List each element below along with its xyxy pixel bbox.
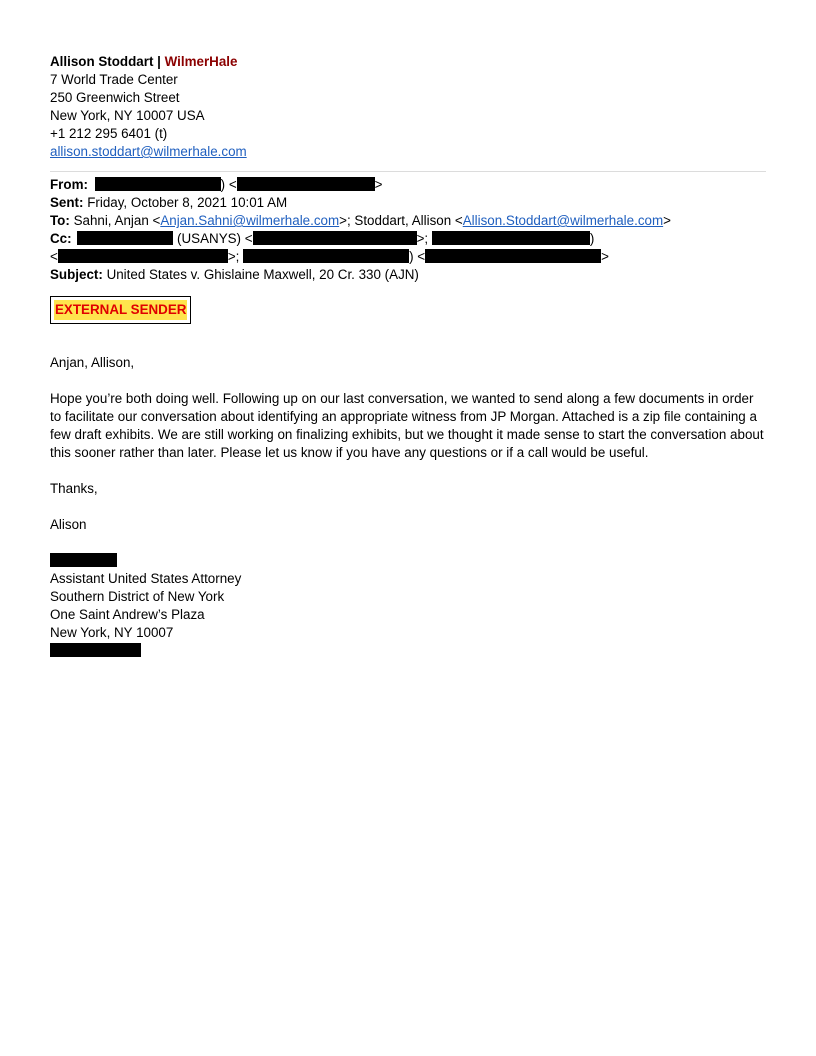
redaction-block bbox=[253, 231, 417, 245]
body-sign-name: Alison bbox=[50, 517, 87, 532]
signature-firm: WilmerHale bbox=[164, 54, 238, 69]
email-header bbox=[50, 176, 766, 284]
to-line bbox=[50, 212, 766, 230]
redaction-block bbox=[237, 177, 375, 191]
redaction-block bbox=[50, 643, 141, 657]
to-email-link-1[interactable]: Anjan.Sahni@wilmerhale.com bbox=[160, 213, 340, 228]
external-sender-banner bbox=[50, 296, 191, 324]
ausa-office: Southern District of New York bbox=[50, 589, 225, 604]
redaction-block bbox=[432, 231, 590, 245]
signature-name: Allison Stoddart bbox=[50, 54, 154, 69]
signature-email-link[interactable]: allison.stoddart@wilmerhale.com bbox=[50, 144, 247, 159]
to-separator: >; Stoddart, Allison < bbox=[339, 213, 463, 228]
ausa-signature-block bbox=[50, 552, 766, 660]
signature-name-line bbox=[50, 53, 766, 71]
body-thanks: Thanks, bbox=[50, 481, 98, 496]
email-body bbox=[50, 354, 766, 534]
redaction-block bbox=[95, 177, 221, 191]
ausa-address-1: One Saint Andrew’s Plaza bbox=[50, 607, 205, 622]
subject-value: United States v. Ghislaine Maxwell, 20 Cr. 330 (AJN) bbox=[106, 267, 419, 282]
sent-value: Friday, October 8, 2021 10:01 AM bbox=[87, 195, 288, 210]
from-separator: ) < bbox=[220, 177, 237, 192]
body-paragraph: Hope you’re both doing well. Following up on our last conversation, we wanted to send along a few documents in order to facilitate our conversation about identifying an appropriate witness from JP Morgan. Attached is a zip file containing a few draft exhibits. We are still working on finalizing exhibits, but we thought it made sense to start the conversation about this sooner rather than later. Please let us know if you have any questions or if a call would be useful. bbox=[50, 391, 764, 460]
external-sender-label: EXTERNAL SENDER bbox=[54, 300, 187, 320]
cc-separator: >; bbox=[416, 231, 432, 246]
redacted-phone-line bbox=[50, 642, 766, 660]
cc2-end: > bbox=[601, 249, 609, 264]
redaction-block bbox=[77, 231, 173, 245]
cc2-open: < bbox=[50, 249, 58, 264]
body-greeting: Anjan, Allison, bbox=[50, 355, 135, 370]
redaction-block bbox=[58, 249, 228, 263]
signature-address-1: 7 World Trade Center bbox=[50, 72, 178, 87]
redaction-block bbox=[50, 553, 117, 567]
cc-line bbox=[50, 230, 766, 248]
subject-line bbox=[50, 266, 766, 284]
to-name-1: Sahni, Anjan < bbox=[73, 213, 161, 228]
ausa-title: Assistant United States Attorney bbox=[50, 571, 242, 586]
signature-separator: | bbox=[157, 54, 161, 69]
ausa-address-2: New York, NY 10007 bbox=[50, 625, 174, 640]
cc-close: ) bbox=[589, 231, 595, 246]
from-line bbox=[50, 176, 766, 194]
email-document bbox=[50, 53, 766, 660]
cc-org: (USANYS) < bbox=[173, 231, 253, 246]
signature-address-3: New York, NY 10007 USA bbox=[50, 108, 205, 123]
redacted-name-line bbox=[50, 552, 766, 570]
cc2-separator: >; bbox=[227, 249, 244, 264]
cc-continuation-line bbox=[50, 248, 766, 266]
signature-phone: +1 212 295 6401 (t) bbox=[50, 126, 168, 141]
redaction-block bbox=[425, 249, 601, 263]
cc2-mid: ) < bbox=[409, 249, 426, 264]
sent-label: Sent: bbox=[50, 195, 84, 210]
subject-label: Subject: bbox=[50, 267, 103, 282]
sent-line bbox=[50, 194, 766, 212]
from-end: > bbox=[374, 177, 383, 192]
signature-address-2: 250 Greenwich Street bbox=[50, 90, 180, 105]
redaction-block bbox=[243, 249, 409, 263]
sender-signature-block bbox=[50, 53, 766, 161]
from-label: From: bbox=[50, 177, 88, 192]
to-label: To: bbox=[50, 213, 70, 228]
to-email-link-2[interactable]: Allison.Stoddart@wilmerhale.com bbox=[462, 213, 664, 228]
header-divider bbox=[50, 171, 766, 172]
to-end: > bbox=[663, 213, 671, 228]
cc-label: Cc: bbox=[50, 231, 72, 246]
